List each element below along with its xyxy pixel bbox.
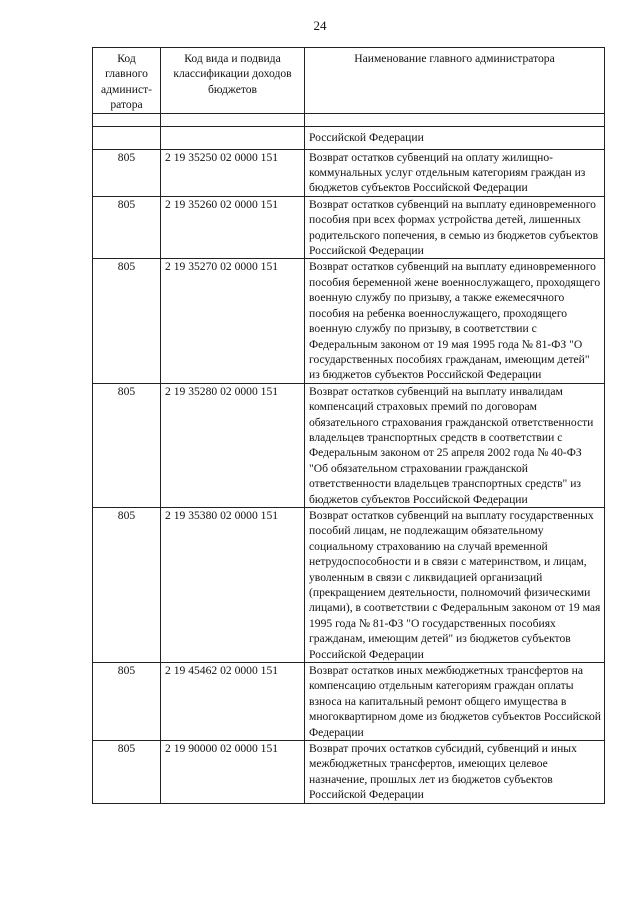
classification-code-cell: 2 19 35280 02 0000 151: [161, 383, 305, 507]
table-body: [93, 149, 605, 803]
admin-code-cell: 805: [93, 507, 161, 662]
table-row: [93, 507, 605, 662]
table-row: [93, 741, 605, 804]
admin-name-cell: Возврат остатков субвенций на выплату инвалидам компенсаций страховых премий по договорам обязательного страхования гражданской ответственности владельцев транспортных средств в соответствии с Федеральным законом от 25 апреля 2002 года № 40-ФЗ "Об обязательном страховании гражданской ответственности владельцев транспортных средств" из бюджетов субъектов Российской Федерации: [305, 383, 605, 507]
admin-code-cell: 805: [93, 663, 161, 741]
admin-name-cell: Возврат остатков субвенций на выплату единовременного пособия при всех формах устройства детей, лишенных родительского попечения, в семью из бюджетов субъектов Российской Федерации: [305, 196, 605, 259]
admin-name-cell: Возврат остатков субвенций на оплату жилищно-коммунальных услуг отдельным категориям граждан из бюджетов субъектов Российской Федерации: [305, 149, 605, 196]
table-row: [93, 196, 605, 259]
classification-code-cell: 2 19 90000 02 0000 151: [161, 741, 305, 804]
header-admin-code: Код главного админист-ратора: [93, 48, 161, 114]
classification-code-cell: 2 19 35260 02 0000 151: [161, 196, 305, 259]
table-row: [93, 149, 605, 196]
admin-name-cell: Возврат остатков субвенций на выплату единовременного пособия беременной жене военнослужащего, проходящего военную службу по призыву, а также ежемесячного пособия на ребенка военнослужащего, проходящего военную службу по призыву, в соответствии с Федеральным законом от 19 мая 1995 года № 81-ФЗ "О государственных пособиях гражданам, имеющим детей" из бюджетов субъектов Российской Федерации: [305, 259, 605, 383]
classification-code-cell: 2 19 35270 02 0000 151: [161, 259, 305, 383]
admin-code-cell: 805: [93, 741, 161, 804]
table-spacer-row: [93, 113, 605, 126]
admin-code-cell: 805: [93, 259, 161, 383]
classification-code-cell: 2 19 45462 02 0000 151: [161, 663, 305, 741]
budget-revenue-table: [92, 47, 605, 804]
header-classification-code: Код вида и подвида классификации доходов бюджетов: [161, 48, 305, 114]
admin-code-cell: 805: [93, 383, 161, 507]
table-row: [93, 663, 605, 741]
admin-code-cell: 805: [93, 149, 161, 196]
admin-name-cell: Возврат прочих остатков субсидий, субвенций и иных межбюджетных трансфертов, имеющих целевое назначение, прошлых лет из бюджетов субъектов Российской Федерации: [305, 741, 605, 804]
classification-code-cell: 2 19 35380 02 0000 151: [161, 507, 305, 662]
admin-name-cell: Возврат остатков иных межбюджетных трансфертов на компенсацию отдельным категориям граждан оплаты взноса на капитальный ремонт общего имущества в многоквартирном доме из бюджетов субъектов Российской Федерации: [305, 663, 605, 741]
admin-code-cell: 805: [93, 196, 161, 259]
continuation-text: Российской Федерации: [305, 126, 605, 149]
continuation-row: [93, 126, 605, 149]
admin-name-cell: Возврат остатков субвенций на выплату государственных пособий лицам, не подлежащим обязательному социальному страхованию на случай временной нетрудоспособности и в связи с материнством, и лицам, уволенным в связи с ликвидацией организаций (прекращением деятельности, полномочий физическими лицами), в соответствии с Федеральным законом от 19 мая 1995 года № 81-ФЗ "О государственных пособиях гражданам, имеющим детей" из бюджетов субъектов Российской Федерации: [305, 507, 605, 662]
page-number: 24: [313, 18, 327, 33]
table-row: [93, 259, 605, 383]
classification-code-cell: 2 19 35250 02 0000 151: [161, 149, 305, 196]
table-header-row: [93, 48, 605, 114]
table-row: [93, 383, 605, 507]
header-admin-name: Наименование главного администратора: [305, 48, 605, 114]
